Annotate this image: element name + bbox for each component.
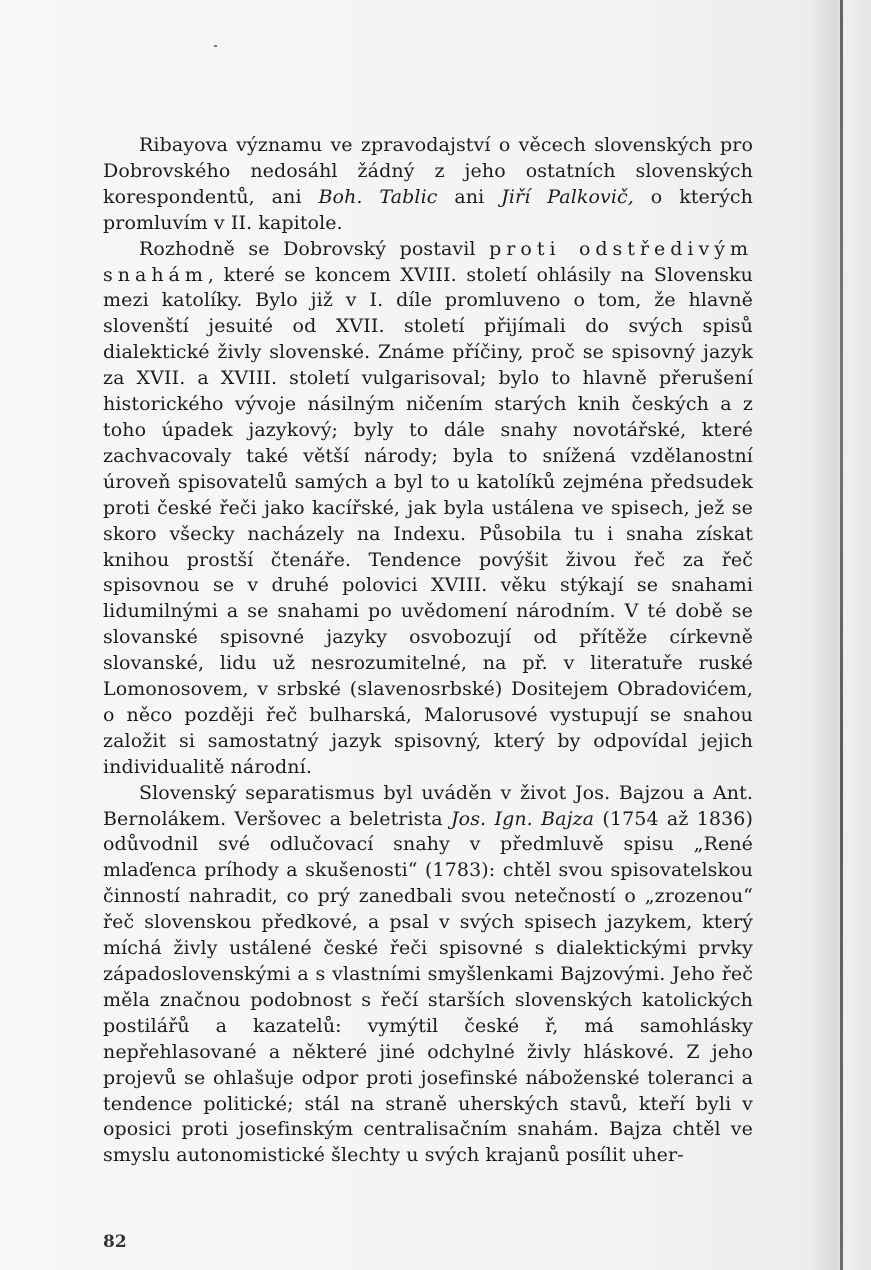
paragraph-1 — [103, 133, 753, 237]
italic-name: Boh. Tablic — [318, 185, 438, 208]
spaced-emphasis: proti odstředivým snahám — [103, 237, 753, 286]
paper-speck — [214, 45, 217, 47]
paragraph-3 — [103, 781, 753, 1170]
text-run: Slovenský separatismus byl uváděn v život Jos. Bajzou a Ant. Bernolákem. Veršovec a beletrista — [103, 781, 753, 830]
paragraph-2 — [103, 237, 753, 781]
text-run: ani — [437, 185, 502, 208]
text-run: o kterých promluvím v II. kapitole. — [103, 185, 753, 234]
text-run: Rozhodně se Dobrovský postavil — [139, 237, 490, 260]
italic-name: Jiří Palkovič, — [501, 185, 634, 208]
text-run: , které se koncem XVIII. století ohlásily na Slovensku mezi katolíky. Bylo již v I. díle promluveno o tom, že hlavně slovenští jesuité od XVII. století přijímali do svých spisů dialektické živly slovenské. Známe příčiny, proč se spisovný jazyk za XVII. a XVIII. století vulgarisoval; bylo to hlavně přerušení historického vývoje násilným ničením starých knih českých a z toho úpadek jazykový; byly to dále snahy novotářské, které zachvacovaly také větší národy; byla to snížená vzdělanostní úroveň spisovatelů samých a byl to u katolíků zejména předsudek proti české řeči jako kacířské, jak byla ustálena ve spisech, jež se skoro všecky nacházely na Indexu. Působila tu i snaha získat knihou prostší čtenáře. Tendence povýšit živou řeč za řeč spisovnou se v druhé polovici XVIII. věku stýkají se snahami lidumilnými a se snahami po uvědomení národním. V té době se slovanské spisovné jazyky osvobozují od přítěže církevně slovanské, lidu už nesrozumitelné, na př. v literatuře ruské Lomonosovem, v srbské (slavenosrbské) Dositejem Obradovićem, o něco později řeč bulharská, Malorusové vystupují se snahou založit si samostatný jazyk spisovný, který by odpovídal jejich individualitě národní. — [103, 263, 753, 778]
body-text — [103, 133, 753, 1169]
italic-name: Jos. Ign. Bajza — [450, 807, 595, 830]
page-edge-shadow — [840, 0, 843, 1270]
text-run: Ribayova významu ve zpravodajství o věcech slovenských pro Dobrovského nedosáhl žádný z jeho ostatních slovenských korespondentů, ani — [103, 134, 753, 208]
page-number: 82 — [103, 1232, 127, 1252]
text-run: (1754 až 1836) odůvodnil své odlučovací snahy v předmluvě spisu „René mlaďenca príhody a skušenosti“ (1783): chtěl svou spisovatelskou činností nahradit, co prý zanedbali svou netečností o „zrozenou“ řeč slovenskou předkové, a psal v svých spisech jazykem, který míchá živly ustálené české řeči spisovné s dialektickými prvky západoslovenskými a s vlastními smyšlenkami Bajzovými. Jeho řeč měla značnou podobnost s řečí starších slovenských katolických postilářů a kazatelů: vymýtil české ř, má samohlásky nepřehlasované a některé jiné odchylné živly hláskové. Z jeho projevů se ohlašuje odpor proti josefinské náboženské toleranci a tendence politické; stál na straně uherských stavů, kteří byli v oposici proti josefinským centralisačním snahám. Bajza chtěl ve smyslu autonomistické šlechty u svých krajanů posílit uher- — [103, 807, 753, 1167]
